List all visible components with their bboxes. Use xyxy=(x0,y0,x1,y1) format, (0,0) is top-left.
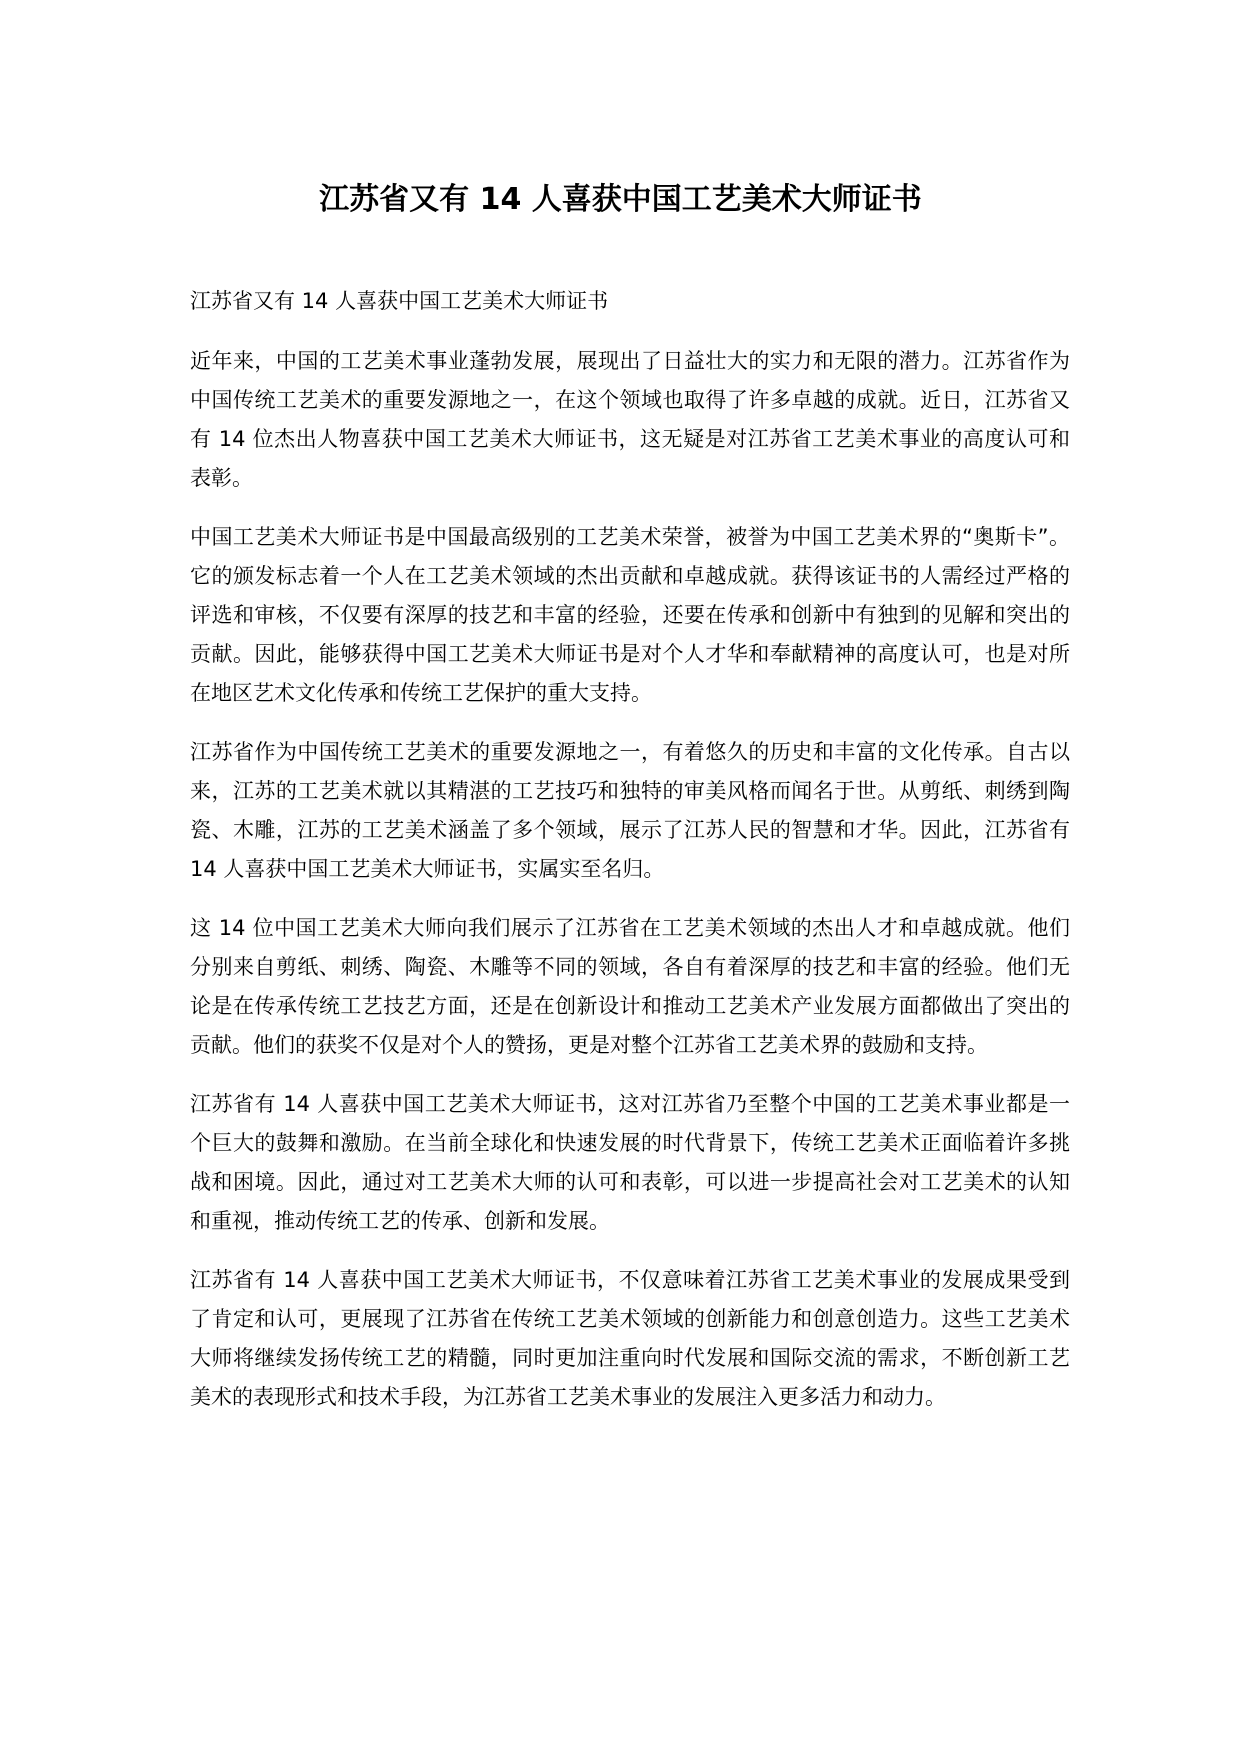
paragraph-2: 中国工艺美术大师证书是中国最高级别的工艺美术荣誉，被誉为中国工艺美术界的“奥斯卡”。它的颁发标志着一个人在工艺美术领域的杰出贡献和卓越成就。获得该证书的人需经过严格的评选和审核，不仅要有深厚的技艺和丰富的经验，还要在传承和创新中有独到的见解和突出的贡献。因此，能够获得中国工艺美术大师证书是对个人才华和奉献精神的高度认可，也是对所在地区艺术文化传承和传统工艺保护的重大支持。 xyxy=(190,525,1070,705)
paragraph-4: 这 14 位中国工艺美术大师向我们展示了江苏省在工艺美术领域的杰出人才和卓越成就。他们分别来自剪纸、刺绣、陶瓷、木雕等不同的领域，各自有着深厚的技艺和丰富的经验。他们无论是在传承传统工艺技艺方面，还是在创新设计和推动工艺美术产业发展方面都做出了突出的贡献。他们的获奖不仅是对个人的赞扬，更是对整个江苏省工艺美术界的鼓励和支持。 xyxy=(190,916,1070,1057)
document-subtitle: 江苏省又有 14 人喜获中国工艺美术大师证书 xyxy=(190,289,609,313)
document-body xyxy=(190,284,1070,1437)
paragraph-6: 江苏省有 14 人喜获中国工艺美术大师证书，不仅意味着江苏省工艺美术事业的发展成果受到了肯定和认可，更展现了江苏省在传统工艺美术领域的创新能力和创意创造力。这些工艺美术大师将继续发扬传统工艺的精髓，同时更加注重向时代发展和国际交流的需求，不断创新工艺美术的表现形式和技术手段，为江苏省工艺美术事业的发展注入更多活力和动力。 xyxy=(190,1268,1070,1409)
document-title: 江苏省又有 14 人喜获中国工艺美术大师证书 xyxy=(319,182,922,217)
paragraph-1: 近年来，中国的工艺美术事业蓬勃发展，展现出了日益壮大的实力和无限的潜力。江苏省作为中国传统工艺美术的重要发源地之一，在这个领域也取得了许多卓越的成就。近日，江苏省又有 14 位杰出人物喜获中国工艺美术大师证书，这无疑是对江苏省工艺美术事业的高度认可和表彰。 xyxy=(190,349,1070,490)
paragraph-3: 江苏省作为中国传统工艺美术的重要发源地之一，有着悠久的历史和丰富的文化传承。自古以来，江苏的工艺美术就以其精湛的工艺技巧和独特的审美风格而闻名于世。从剪纸、刺绣到陶瓷、木雕，江苏的工艺美术涵盖了多个领域，展示了江苏人民的智慧和才华。因此，江苏省有 14 人喜获中国工艺美术大师证书，实属实至名归。 xyxy=(190,740,1070,881)
paragraph-5: 江苏省有 14 人喜获中国工艺美术大师证书，这对江苏省乃至整个中国的工艺美术事业都是一个巨大的鼓舞和激励。在当前全球化和快速发展的时代背景下，传统工艺美术正面临着许多挑战和困境。因此，通过对工艺美术大师的认可和表彰，可以进一步提高社会对工艺美术的认知和重视，推动传统工艺的传承、创新和发展。 xyxy=(190,1092,1070,1233)
